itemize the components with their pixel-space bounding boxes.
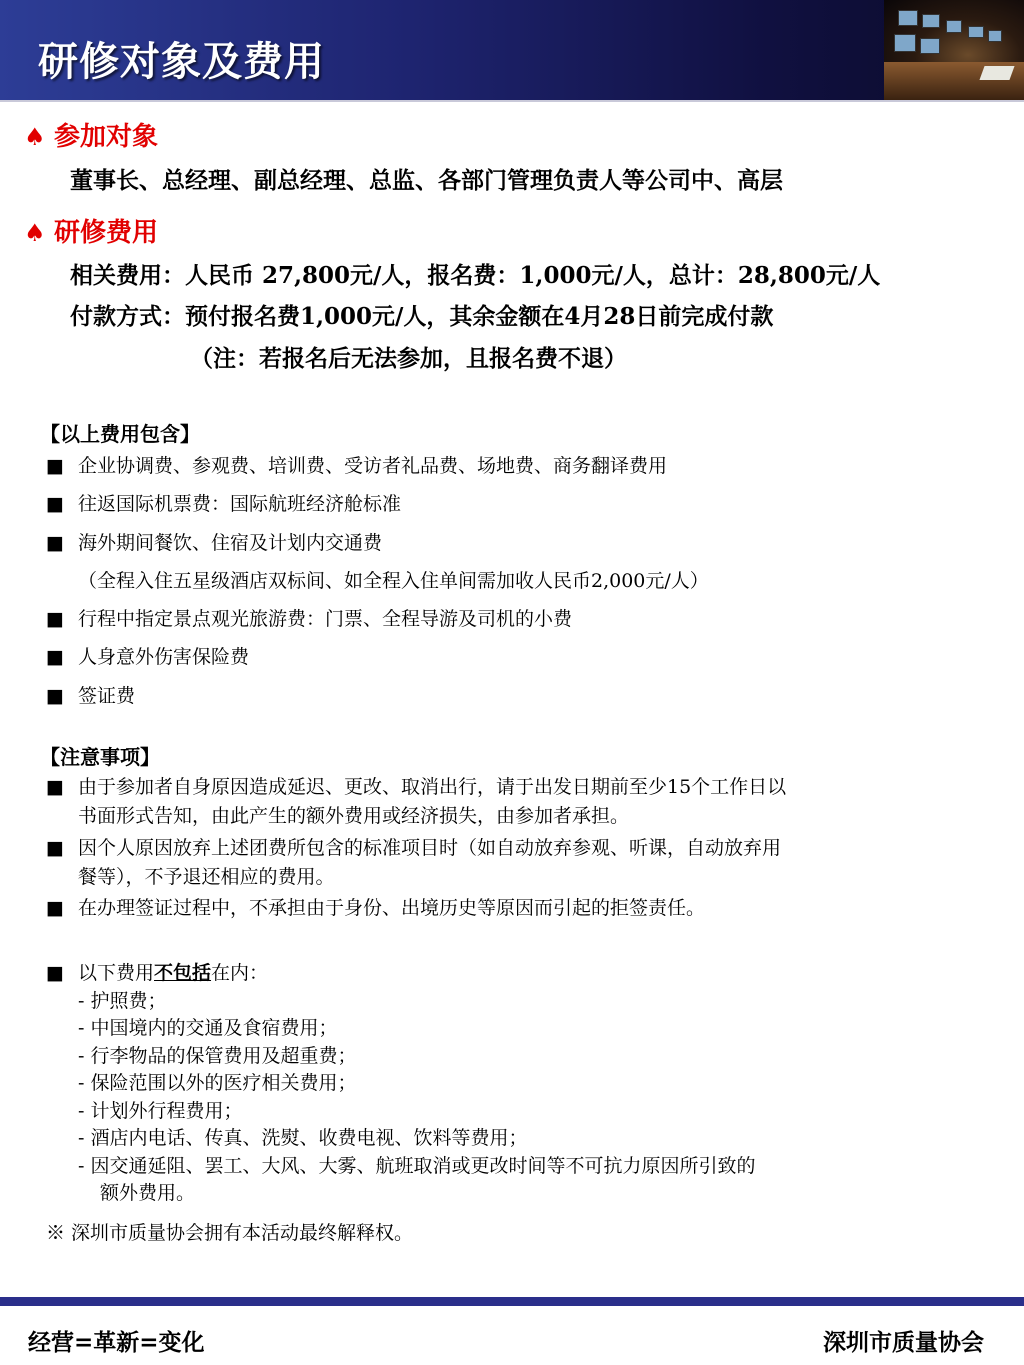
footer-slogan: 经营=革新=变化 bbox=[28, 1330, 205, 1356]
disclaimer: ※ 深圳市质量协会拥有本活动最终解释权。 bbox=[46, 1222, 414, 1244]
excluded-emphasis: 不包括 bbox=[154, 962, 212, 984]
list-item: ■ 海外期间餐饮、住宿及计划内交通费 bbox=[46, 532, 383, 554]
list-item: ■ 由于参加者自身原因造成延迟、更改、取消出行，请于出发日期前至少15个工作日以 bbox=[46, 776, 787, 798]
footer-divider bbox=[0, 1297, 1024, 1306]
excluded-item: - 中国境内的交通及食宿费用； bbox=[78, 1017, 338, 1039]
spade-icon: ♠ bbox=[24, 219, 46, 247]
notices-heading: 【注意事项】 bbox=[40, 745, 160, 769]
participants-text: 董事长、总经理、副总经理、总监、各部门管理负责人等公司中、高层 bbox=[70, 167, 783, 194]
spade-icon: ♠ bbox=[24, 123, 46, 151]
list-item: ■ 人身意外伤害保险费 bbox=[46, 646, 250, 668]
header-divider bbox=[0, 100, 1024, 102]
notice-continuation: 书面形式告知，由此产生的额外费用或经济损失，由参加者承担。 bbox=[78, 805, 630, 827]
fees-line-1: 相关费用：人民币 27,800元/人，报名费：1,000元/人，总计：28,800元/人 bbox=[70, 262, 881, 289]
list-item: ■ 往返国际机票费：国际航班经济舱标准 bbox=[46, 493, 402, 515]
list-item: ■ 行程中指定景点观光旅游费：门票、全程导游及司机的小费 bbox=[46, 608, 573, 630]
excluded-heading: ■ 以下费用不包括在内： bbox=[46, 962, 269, 984]
included-heading: 【以上费用包含】 bbox=[40, 422, 200, 446]
list-item: ■ 签证费 bbox=[46, 685, 136, 707]
excluded-item: - 酒店内电话、传真、洗熨、收费电视、饮料等费用； bbox=[78, 1127, 528, 1149]
page-title: 研修对象及费用 bbox=[38, 39, 325, 85]
fees-line-3: （注：若报名后无法参加，且报名费不退） bbox=[190, 345, 627, 372]
fees-line-2: 付款方式：预付报名费1,000元/人，其余金额在4月28日前完成付款 bbox=[70, 303, 774, 330]
excluded-item: - 行李物品的保管费用及超重费； bbox=[78, 1045, 357, 1067]
list-item: ■ 企业协调费、参观费、培训费、受访者礼品费、场地费、商务翻译费用 bbox=[46, 455, 668, 477]
excluded-continuation: 额外费用。 bbox=[100, 1182, 196, 1204]
participants-heading bbox=[24, 116, 158, 153]
control-room-photo bbox=[884, 0, 1024, 100]
excluded-item: - 护照费； bbox=[78, 990, 167, 1012]
list-item: ■ 因个人原因放弃上述团费所包含的标准项目时（如自动放弃参观、听课，自动放弃用 bbox=[46, 837, 782, 859]
footer-organization: 深圳市质量协会 bbox=[823, 1330, 984, 1356]
list-item: ■ 在办理签证过程中，不承担由于身份、出境历史等原因而引起的拒签责任。 bbox=[46, 897, 706, 919]
participants-heading-text: 参加对象 bbox=[54, 122, 159, 152]
notice-continuation: 餐等），不予退还相应的费用。 bbox=[78, 866, 335, 888]
fees-heading-text: 研修费用 bbox=[54, 218, 159, 248]
excluded-item: - 保险范围以外的医疗相关费用； bbox=[78, 1072, 357, 1094]
header-banner bbox=[0, 0, 1024, 100]
excluded-item: - 因交通延阻、罢工、大风、大雾、航班取消或更改时间等不可抗力原因所引致的 bbox=[78, 1155, 756, 1177]
excluded-item: - 计划外行程费用； bbox=[78, 1100, 243, 1122]
fees-heading bbox=[24, 212, 158, 249]
included-note: （全程入住五星级酒店双标间、如全程入住单间需加收人民币2,000元/人） bbox=[78, 570, 709, 592]
